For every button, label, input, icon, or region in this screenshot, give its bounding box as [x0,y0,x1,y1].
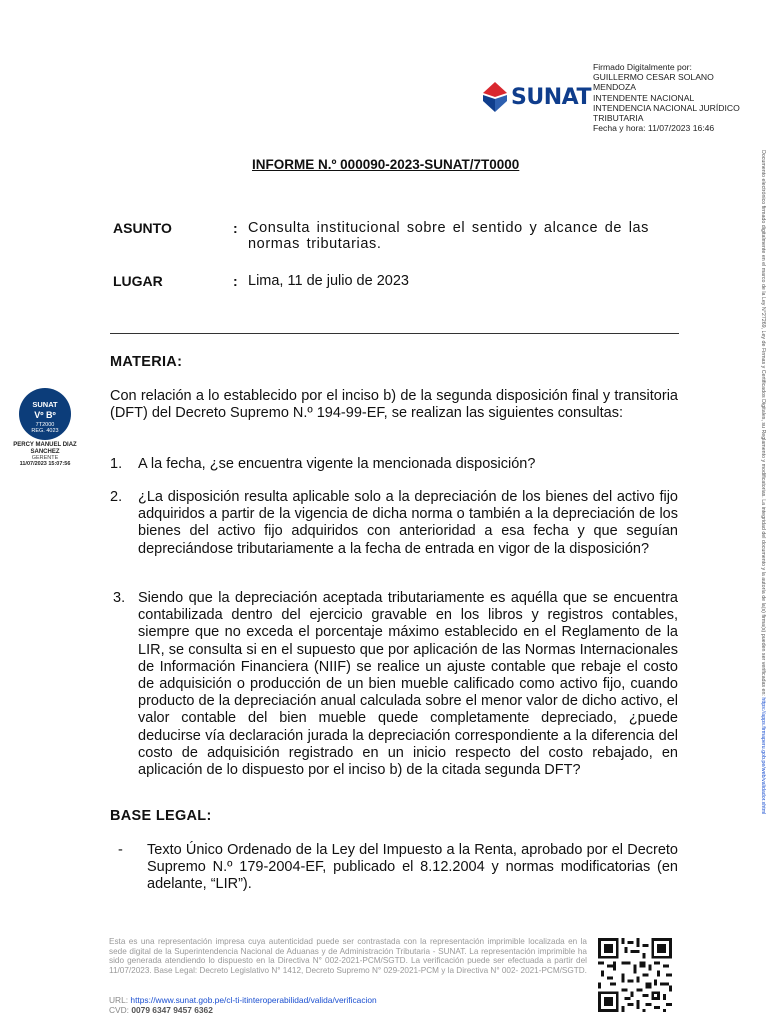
asunto-line-2: normas tributarias. [248,236,382,252]
side-note-link[interactable]: https://apps.firmaperu.gob.pe/web/validador.xhtml [760,697,766,815]
footer-cvd-label: CVD: [109,1005,132,1015]
consulta-text: A la fecha, ¿se encuentra vigente la mencionada disposición? [138,456,536,472]
lugar-colon: : [233,273,238,289]
stamp-vb: Vº Bº [34,410,56,420]
materia-intro: Con relación a lo establecido por el inciso b) de la segunda disposición final y transitoria (DFT) del Decreto Supremo N.º 194-99-EF, se realizan las siguientes consultas: [110,388,678,422]
asunto-colon: : [233,220,238,236]
stamp-date: 11/07/2023 15:07:56 [19,461,71,467]
footer-cvd [109,1005,213,1015]
base-legal-heading: BASE LEGAL: [110,808,212,824]
side-verification-note [756,150,766,920]
lugar-label: LUGAR [113,273,163,289]
stamp-reg-value: REG. 4023 [31,428,59,434]
side-note-text: Documento electrónico firmado digitalmente en el marco de la Ley N°27269, Ley de Firmas y Certificados Digitales, su Reglamento y modificatorias. La integridad del documento y la autoría de la(s) firma(s) pueden ser verificadas en: [760,150,766,698]
logo-text: SUNAT [511,84,591,110]
stamp-logo: SUNAT [32,400,58,409]
footer-legal-text: Esta es una representación impresa cuya autenticidad puede ser contrastada con la representación imprimible localizada en la sede digital de la Superintendencia Nacional de Aduanas y de Administración Tributaria - SUNAT. La representación imprimible ha sido generada atendiendo lo dispuesto en la Directiva N° 002-2021-PCM/SGTD. La verificación puede ser efectuada a partir del 11/07/2023. Base Legal: Decreto Legislativo N° 1412, Decreto Supremo N° 029-2021-PCM y la Directiva N° 002- 2021-PCM/SGTD. [109,937,587,975]
approval-stamp [10,388,80,467]
signature-line: INTENDENCIA NACIONAL JURÍDICO [593,102,740,113]
signature-line: GUILLERMO CESAR SOLANO [593,72,714,83]
signature-line: TRIBUTARIA [593,113,644,124]
document-title: INFORME N.º 000090-2023-SUNAT/7T0000 [252,157,520,172]
divider [110,333,679,334]
lugar-value: Lima, 11 de julio de 2023 [248,273,409,289]
signature-line: Fecha y hora: 11/07/2023 16:46 [593,123,715,134]
base-legal-item: Texto Único Ordenado de la Ley del Impuesto a la Renta, aprobado por el Decreto Supremo N.º 179-2004-EF, publicado el 8.12.2004 y normas modificatorias (en adelante, “LIR”). [147,842,678,893]
consulta-number: 2. [110,489,123,505]
stamp-signer-role: GERENTE [31,455,59,461]
signature-line: Firmado Digitalmente por: [593,62,692,72]
cvd-code: 0079 6347 9457 6362 [131,1005,213,1015]
footer-url-label: URL: [109,995,131,1005]
consulta-text: Siendo que la depreciación aceptada tributariamente es aquélla que se encuentra contabilizada dentro del ejercicio gravable en los libros y registros contables, siempre que no exceda el porcentaje máximo establecido en el Reglamento de la LIR, se consulta si en el supuesto que por aplicación de las Normas Internacionales de Información Financiera (NIIF) se realice un ajuste contable que rebaje el costo de adquisición o producción de un bien mueble calificado como activo fijo, cuando producto de la depreciación anual calculada sobre el menor valor de dicho activo, el valor contable del bien mueble quede completamente depreciado, ¿puede deducirse vía declaración jurada la depreciación correspondiente a la diferencia del costo de adquisición registrado en un inicio respecto del costo rebajado, en aplicación de lo dispuesto por el inciso b) de la citada segunda DFT? [138,590,678,779]
signature-line: INTENDENTE NACIONAL [593,92,695,103]
footer-url [109,995,377,1005]
base-legal-bullet: - [118,842,123,858]
stamp-seal [19,388,71,440]
materia-heading: MATERIA: [110,354,183,370]
qr-code-icon [598,938,672,1012]
stamp-signer-name: PERCY MANUEL DIAZ SANCHEZ [13,442,77,455]
stamp-code [19,422,71,434]
verification-link[interactable]: https://www.sunat.gob.pe/cl-ti-itinteroperabilidad/valida/verificacion [130,995,377,1005]
consulta-number: 3. [113,590,126,606]
digital-signature-block [593,62,763,133]
signature-line: MENDOZA [593,82,636,93]
consulta-text: ¿La disposición resulta aplicable solo a la depreciación de los bienes del activo fijo adquiridos a partir de la vigencia de dicha norma o también a la depreciación de los bienes del activo fijo adquiridos con anterioridad a esa fecha y que seguían depreciándose tributariamente a la fecha de entrada en vigor de la disposición? [138,489,678,557]
sunat-logo [481,80,591,114]
consulta-number: 1. [110,456,123,472]
asunto-label: ASUNTO [113,220,172,236]
sunat-emblem-icon [481,81,509,113]
asunto-line-1: Consulta institucional sobre el sentido y alcance de las [248,220,650,236]
stamp-code-value: 7T2000 [35,422,55,428]
